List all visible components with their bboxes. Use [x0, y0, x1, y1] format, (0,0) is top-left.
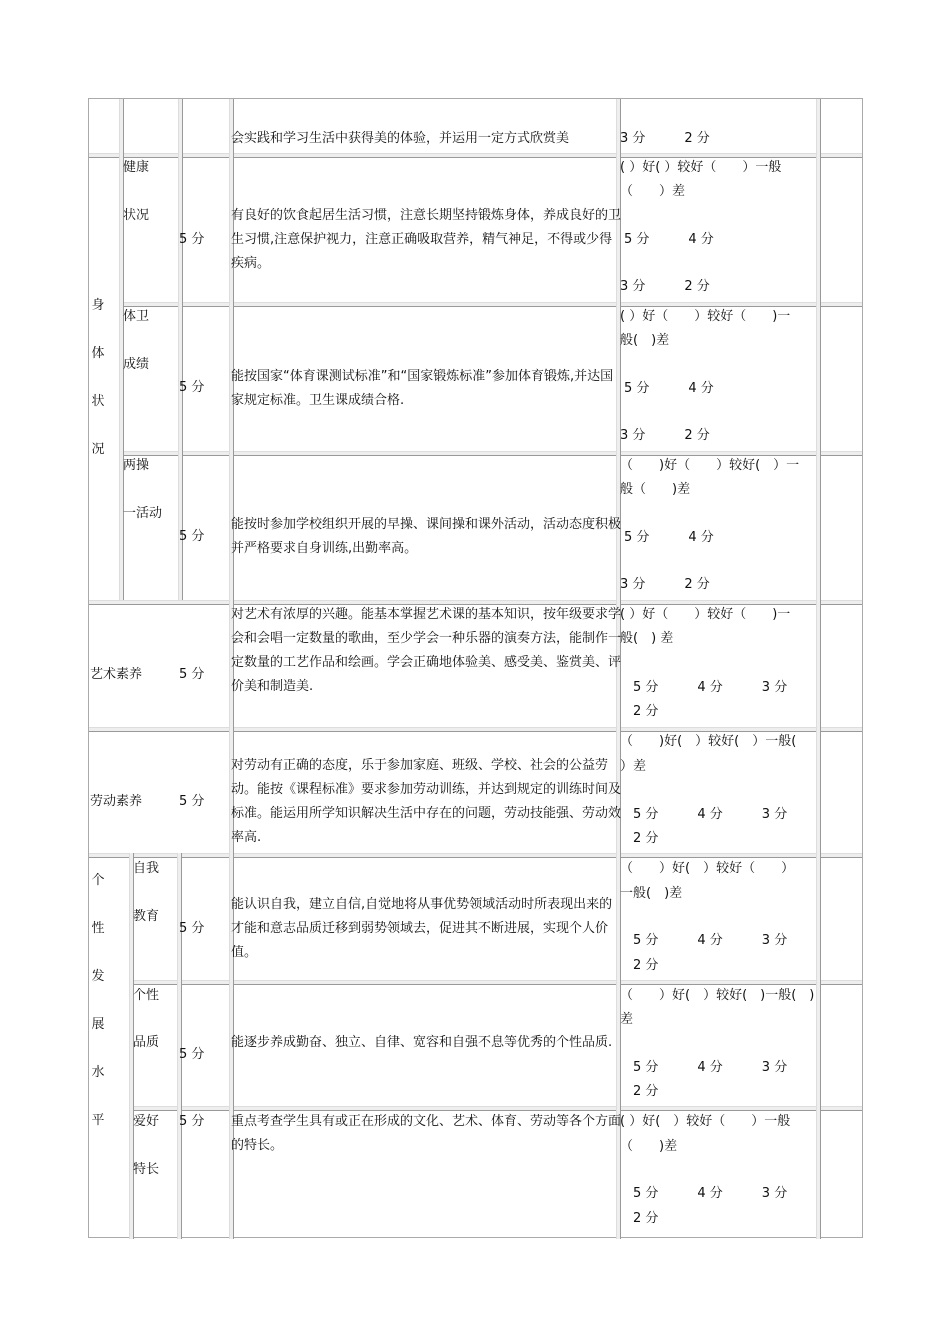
rating-options: （ ）差 — [620, 184, 686, 199]
score-options: 5 分 4 分 3 分 — [633, 1060, 788, 1075]
score-options: 2 分 — [633, 1084, 659, 1099]
rating-options: （ )好（ ）较好( ）一 — [620, 458, 800, 473]
group-label-body: 身体状况 — [91, 298, 105, 457]
rating-options: 般( ) 差 — [620, 631, 674, 646]
points: 5 分 — [179, 667, 205, 682]
points: 5 分 — [179, 232, 205, 247]
score-options: 5 分 4 分 3 分 — [633, 807, 788, 822]
rating-options: 般（ )差 — [620, 482, 691, 497]
rating-options: ）差 — [620, 759, 647, 774]
score-options: 2 分 — [633, 704, 659, 719]
score-options: 3 分 2 分 — [620, 279, 710, 294]
rating-options: （ )差 — [620, 1139, 678, 1154]
item-label: 爱好 — [133, 1114, 160, 1129]
rating-options: 一般( )差 — [620, 886, 683, 901]
score-options: 5 分 4 分 3 分 — [633, 1186, 788, 1201]
col-divider — [816, 99, 821, 1239]
item-label: 品质 — [133, 1035, 160, 1050]
score-options: 3 分 2 分 — [620, 577, 710, 592]
criteria-text: 有良好的饮食起居生活习惯，注意长期坚持锻炼身体，养成良好的卫生习惯,注意保护视力，注意正确吸取营养，精气神足，不得或少得疾病。 — [231, 208, 622, 271]
score-options: 2 分 — [633, 831, 659, 846]
item-label: 状况 — [123, 208, 150, 223]
points: 5 分 — [179, 794, 205, 809]
item-label: 特长 — [133, 1162, 160, 1177]
points: 5 分 — [179, 380, 205, 395]
score-options: 2 分 — [633, 958, 659, 973]
item-label: 自我 — [133, 861, 160, 876]
item-label: 劳动素养 — [90, 794, 143, 809]
score-options: 3 分 2 分 — [620, 131, 710, 146]
score-options: 5 分 4 分 — [624, 530, 714, 545]
group-label-personal: 个性发展水平 — [91, 873, 105, 1128]
criteria-text: 能按时参加学校组织开展的早操、课间操和课外活动，活动态度积极并严格要求自身训练,出勤率高。 — [231, 517, 622, 556]
score-options: 5 分 4 分 — [624, 381, 714, 396]
score-options: 3 分 2 分 — [620, 428, 710, 443]
criteria-text: 能认识自我，建立自信,自觉地将从事优势领域活动时所表现出来的才能和意志品质迁移到弱势领域去，促进其不断进展，实现个人价值。 — [231, 897, 613, 960]
criteria-text: 会实践和学习生活中获得美的体验，并运用一定方式欣赏美 — [231, 131, 570, 146]
rating-options: ( ）好（ ）较好（ )一 — [620, 607, 791, 622]
criteria-text: 对劳动有正确的态度，乐于参加家庭、班级、学校、社会的公益劳动。能按《课程标准》要求参加劳动训练，并达到规定的训练时间及标准。能运用所学知识解决生活中存在的问题，劳动技能强、劳动效率高. — [231, 758, 622, 845]
points: 5 分 — [179, 1047, 205, 1062]
item-label: 个性 — [133, 988, 160, 1003]
item-label: 两操 — [123, 458, 150, 473]
score-options: 5 分 4 分 3 分 — [633, 680, 788, 695]
criteria-text: 能按国家“体育课测试标准”和“国家锻炼标准”参加体育锻炼,并达国家规定标准。卫生课成绩合格. — [231, 369, 614, 408]
item-label: 健康 — [123, 160, 150, 175]
item-label: 一活动 — [123, 506, 163, 521]
item-label: 艺术素养 — [90, 667, 143, 682]
rating-options: （ )好( ）较好( ）一般( — [620, 734, 797, 749]
rating-options: （ ）好( ）较好( )一般( ) — [620, 988, 815, 1003]
score-options: 2 分 — [633, 1211, 659, 1226]
score-options: 5 分 4 分 3 分 — [633, 933, 788, 948]
points: 5 分 — [179, 921, 205, 936]
item-label: 体卫 — [123, 309, 150, 324]
points: 5 分 — [179, 529, 205, 544]
criteria-text: 对艺术有浓厚的兴趣。能基本掌握艺术课的基本知识，按年级要求学会和会唱一定数量的歌曲，至少学会一种乐器的演奏方法，能制作一定数量的工艺作品和绘画。学会正确地体验美、感受美、鉴赏美、评价美和制造美. — [231, 607, 622, 694]
rating-options: ( ）好( ）较好（ ）一般 — [620, 1114, 791, 1129]
rating-options: ( ）好（ ）较好（ )一 — [620, 309, 791, 324]
rating-options: 般( )差 — [620, 333, 670, 348]
item-label: 成绩 — [123, 357, 150, 372]
item-label: 教育 — [133, 909, 160, 924]
score-options: 5 分 4 分 — [624, 232, 714, 247]
criteria-text: 能逐步养成勤奋、独立、自律、宽容和自强不息等优秀的个性品质. — [231, 1035, 613, 1050]
points: 5 分 — [179, 1114, 205, 1129]
rating-options: 差 — [620, 1012, 634, 1027]
criteria-text: 重点考查学生具有或正在形成的文化、艺术、体育、劳动等各个方面的特长。 — [231, 1114, 622, 1153]
rating-options: ( ）好( ）较好（ ）一般 — [620, 160, 782, 175]
rating-options: （ ）好( ）较好（ ） — [620, 861, 795, 876]
